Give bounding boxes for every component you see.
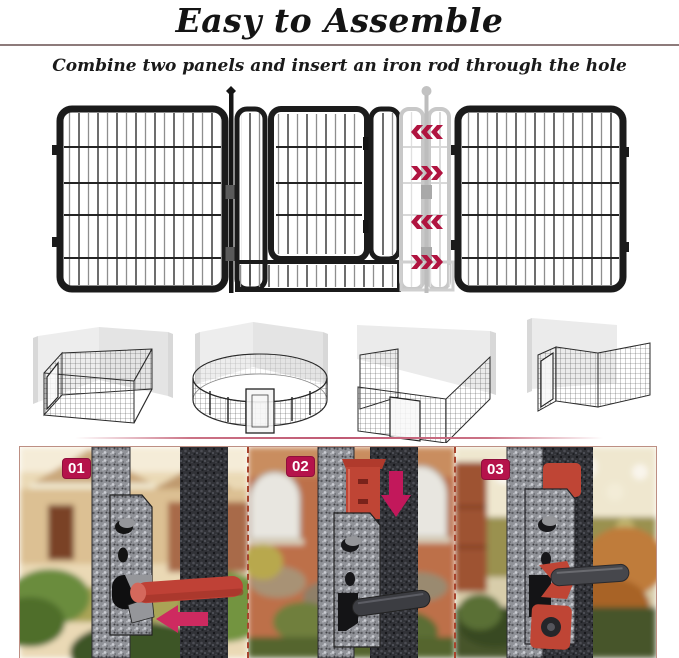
config-octagonal-pen <box>193 322 328 433</box>
panel-tab <box>621 242 629 252</box>
metal-post-back <box>180 447 228 658</box>
title-divider <box>0 44 679 46</box>
step-photo-2 <box>248 447 455 658</box>
right-fence-panel <box>451 109 629 289</box>
pink-divider-line <box>75 437 603 439</box>
configuration-diagrams <box>0 303 679 447</box>
hinge-bracket <box>110 495 154 635</box>
config-rectangular-pen-in-corner <box>33 327 173 423</box>
step-number-badge: 01 <box>62 458 91 479</box>
page-title: Easy to Assemble <box>175 1 504 40</box>
pen-door <box>390 397 420 441</box>
panel-tab <box>451 145 459 155</box>
config-small-pen-in-corner <box>527 318 650 411</box>
door-panel <box>237 109 399 290</box>
assembly-steps-photos <box>20 447 656 658</box>
step-number-badge: 02 <box>286 456 315 477</box>
photo-separator-dashed <box>454 447 456 658</box>
subtitle: Combine two panels and insert an iron rod through the hole <box>52 56 627 76</box>
iron-rod-red-inserting <box>342 459 386 519</box>
panel-tab <box>52 145 60 155</box>
panel-tab <box>451 240 459 250</box>
step-photo-1 <box>20 447 248 658</box>
hinge-bracket <box>334 513 380 647</box>
rod-bottom-red-tab <box>530 604 572 650</box>
panel-tab <box>621 147 629 157</box>
panel-tab <box>52 237 60 247</box>
left-fence-panel <box>52 109 225 289</box>
photo-separator-dashed <box>247 447 249 658</box>
pen-door <box>246 389 274 433</box>
config-open-front-pen <box>357 325 496 443</box>
step-number-badge: 03 <box>481 459 510 480</box>
step-photo-3 <box>455 447 656 658</box>
panel-assembly-illustration <box>0 85 679 309</box>
pen-door <box>541 353 553 407</box>
